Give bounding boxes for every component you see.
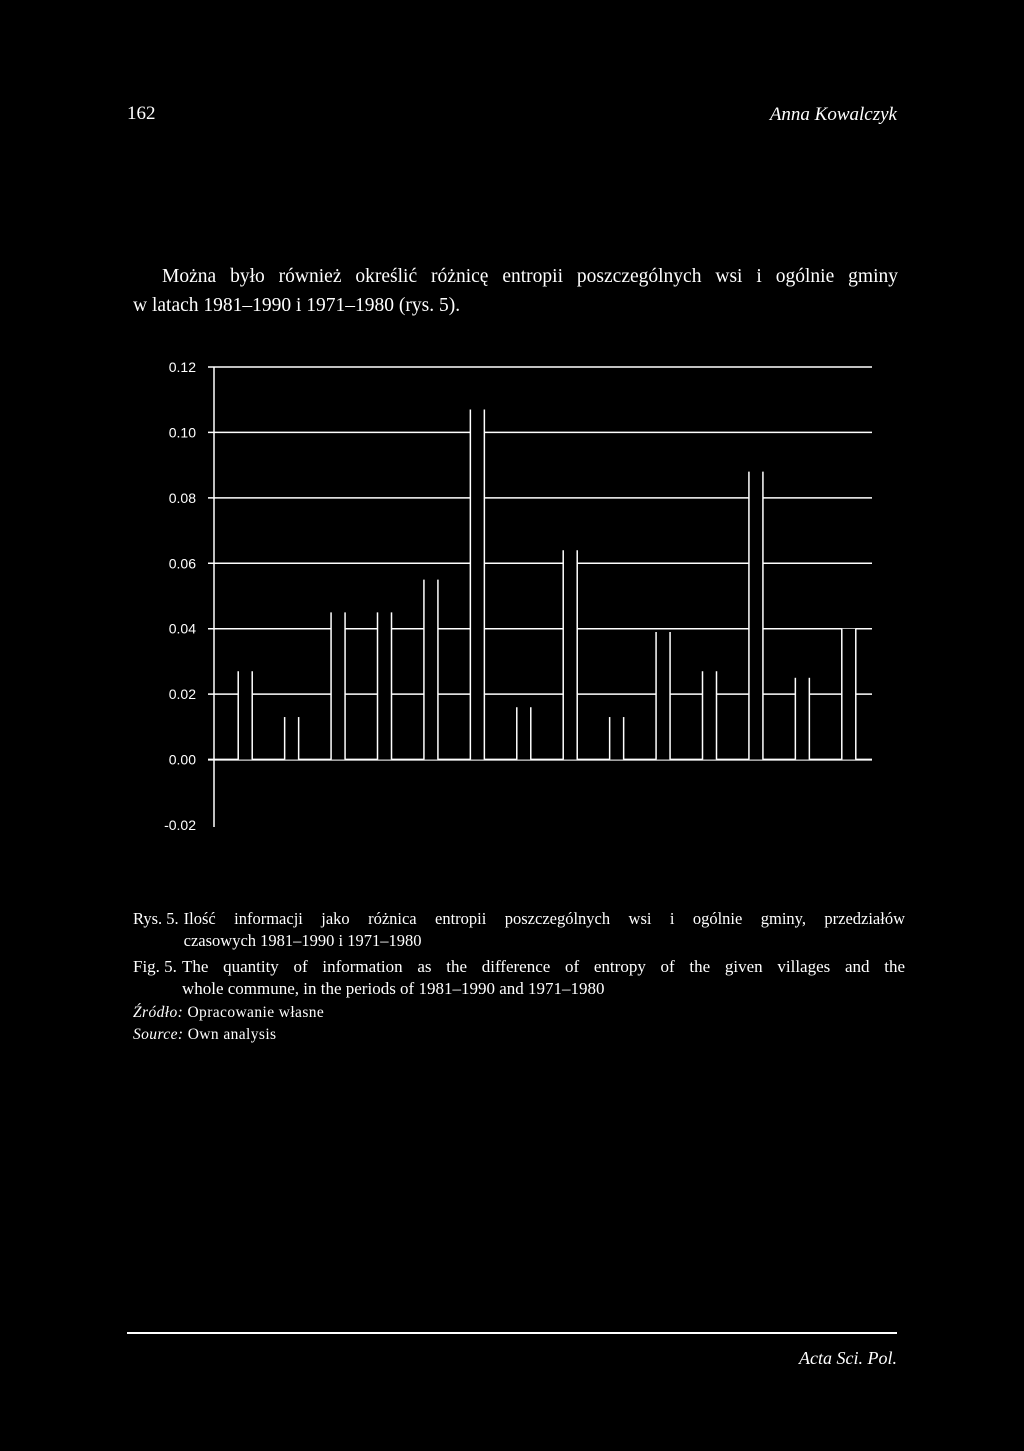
entropy-difference-chart: [130, 350, 900, 850]
source-en-label: Source:: [133, 1026, 184, 1043]
intro-paragraph: [133, 262, 898, 320]
caption-pl-line-2: czasowych 1981–1990 i 1971–1980: [183, 931, 422, 950]
source-en: [133, 1026, 276, 1044]
journal-name: Acta Sci. Pol.: [799, 1348, 897, 1368]
bar-fill: [331, 612, 345, 759]
y-tick-label: -0.02: [164, 817, 196, 833]
bar-fill: [238, 671, 252, 759]
y-tick-label: 0.06: [168, 555, 196, 572]
chart-svg: [130, 350, 900, 850]
caption-pl-label: Rys. 5.: [133, 909, 179, 928]
figure-caption-en: [133, 956, 905, 1000]
bar-fill: [285, 717, 299, 760]
source-pl-value: Opracowanie własne: [187, 1004, 325, 1021]
y-tick-label: 0.10: [168, 424, 196, 441]
intro-line-2: w latach 1981–1990 i 1971–1980 (rys. 5).: [133, 295, 461, 316]
bar-fill: [424, 580, 438, 760]
caption-pl-line-1: Ilość informacji jako różnica entropii poszczególnych wsi i ogólnie gminy, przedziałów: [183, 909, 905, 928]
page-number: 162: [127, 103, 156, 124]
caption-en-line-2: whole commune, in the periods of 1981–1990 and 1971–1980: [181, 979, 605, 998]
running-header-author: Anna Kowalczyk: [769, 104, 897, 125]
bar-fill: [795, 678, 809, 760]
source-pl: [133, 1004, 324, 1022]
caption-en-label: Fig. 5.: [133, 957, 177, 976]
bar-fill: [470, 410, 484, 760]
y-tick-label: 0.12: [168, 359, 196, 375]
bar-fill: [703, 671, 717, 759]
footer-rule: [127, 1332, 897, 1334]
y-tick-label: 0.04: [168, 620, 196, 637]
bar-fill: [378, 612, 392, 759]
source-pl-label: Źródło:: [133, 1004, 184, 1021]
bar-fill: [749, 472, 763, 760]
y-tick-label: 0.08: [168, 489, 196, 506]
y-tick-label: 0.02: [168, 686, 196, 703]
bar-fill: [517, 707, 531, 759]
source-en-value: Own analysis: [187, 1026, 277, 1043]
caption-en-line-1: The quantity of information as the difference of entropy of the given villages and the: [181, 957, 905, 976]
y-tick-label: 0.00: [168, 751, 196, 768]
figure-caption-pl: [133, 908, 905, 952]
bar-fill: [610, 717, 624, 760]
bar-fill: [656, 632, 670, 760]
bar-fill: [842, 629, 856, 760]
intro-line-1: Można było również określić różnicę entropii poszczególnych wsi i ogólnie gminy: [162, 266, 898, 287]
bar-fill: [563, 550, 577, 759]
